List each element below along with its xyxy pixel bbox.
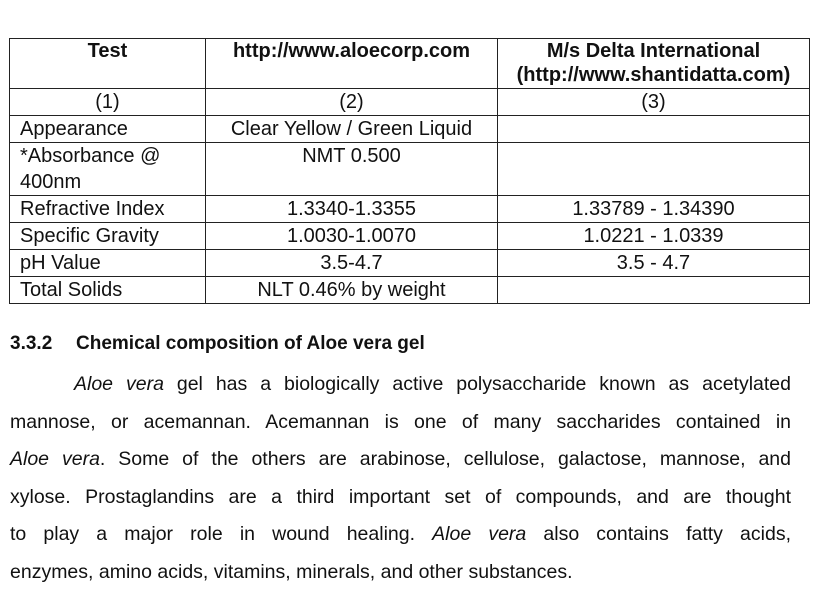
paragraph-line [10, 554, 791, 592]
paragraph-line [10, 404, 791, 442]
header-test-label: Test [87, 40, 128, 62]
table-cell: 1.0221 - 1.0339 [498, 223, 810, 250]
table-cell [10, 143, 206, 196]
paragraph-line [10, 366, 791, 404]
paragraph-text: . Some of the others are arabinose, cellulose, galactose, mannose, and [99, 448, 791, 470]
table-row [10, 116, 810, 143]
table-cell [498, 277, 810, 304]
table-header-row [10, 39, 810, 89]
table-cell: (2) [206, 89, 498, 116]
table-cell: Refractive Index [10, 196, 206, 223]
table-cell: Appearance [10, 116, 206, 143]
table-cell: 1.0030-1.0070 [206, 223, 498, 250]
paragraph-text: mannose, or acemannan. Acemannan is one of many saccharides contained in [10, 410, 791, 433]
paragraph-line [10, 516, 791, 554]
header-delta-name: M/s Delta International [546, 40, 761, 62]
table-cell: 1.33789 - 1.34390 [498, 196, 810, 223]
table-row [10, 250, 810, 277]
table-row [10, 223, 810, 250]
body-paragraph [10, 366, 791, 591]
table-row [10, 277, 810, 304]
table-cell: (1) [10, 89, 206, 116]
table-cell: NLT 0.46% by weight [206, 277, 498, 304]
paragraph-text: to play a major role in wound healing. [10, 523, 433, 545]
italic-term: Aloe vera [74, 373, 164, 395]
paragraph-line [10, 479, 791, 517]
table-row-index [10, 89, 810, 116]
italic-term: Aloe vera [10, 448, 100, 470]
section-number: 3.3.2 [10, 333, 53, 354]
header-delta-url: (http://www.shantidatta.com) [516, 64, 791, 86]
paragraph-text: also contains fatty acids, [526, 523, 791, 545]
table-cell: 3.5-4.7 [206, 250, 498, 277]
table-cell: pH Value [10, 250, 206, 277]
table-cell: Specific Gravity [10, 223, 206, 250]
table-cell [498, 116, 810, 143]
section-title: Chemical composition of Aloe vera gel [76, 333, 425, 354]
table-cell: NMT 0.500 [206, 143, 498, 196]
paragraph-text: enzymes, amino acids, vitamins, minerals, and other substances. [10, 560, 573, 583]
table-cell: Total Solids [10, 277, 206, 304]
section-heading [10, 331, 425, 357]
paragraph-text: gel has a biologically active polysaccharide known as acetylated [163, 373, 791, 395]
paragraph-text: xylose. Prostaglandins are a third important set of compounds, and are thought [10, 485, 791, 508]
header-delta [498, 39, 810, 89]
header-aloecorp-label: http://www.aloecorp.com [232, 40, 471, 62]
paragraph-line [10, 441, 791, 479]
table-row [10, 196, 810, 223]
table-cell: Clear Yellow / Green Liquid [206, 116, 498, 143]
table-cell: (3) [498, 89, 810, 116]
header-test [10, 39, 206, 89]
specification-table [9, 38, 810, 304]
table-cell [498, 143, 810, 196]
italic-term: Aloe vera [432, 523, 527, 545]
table-cell: 3.5 - 4.7 [498, 250, 810, 277]
absorbance-line-1: *Absorbance @ [20, 145, 161, 167]
absorbance-line-2: 400nm [20, 171, 82, 193]
table-row [10, 143, 810, 196]
table-cell: 1.3340-1.3355 [206, 196, 498, 223]
header-aloecorp [206, 39, 498, 89]
